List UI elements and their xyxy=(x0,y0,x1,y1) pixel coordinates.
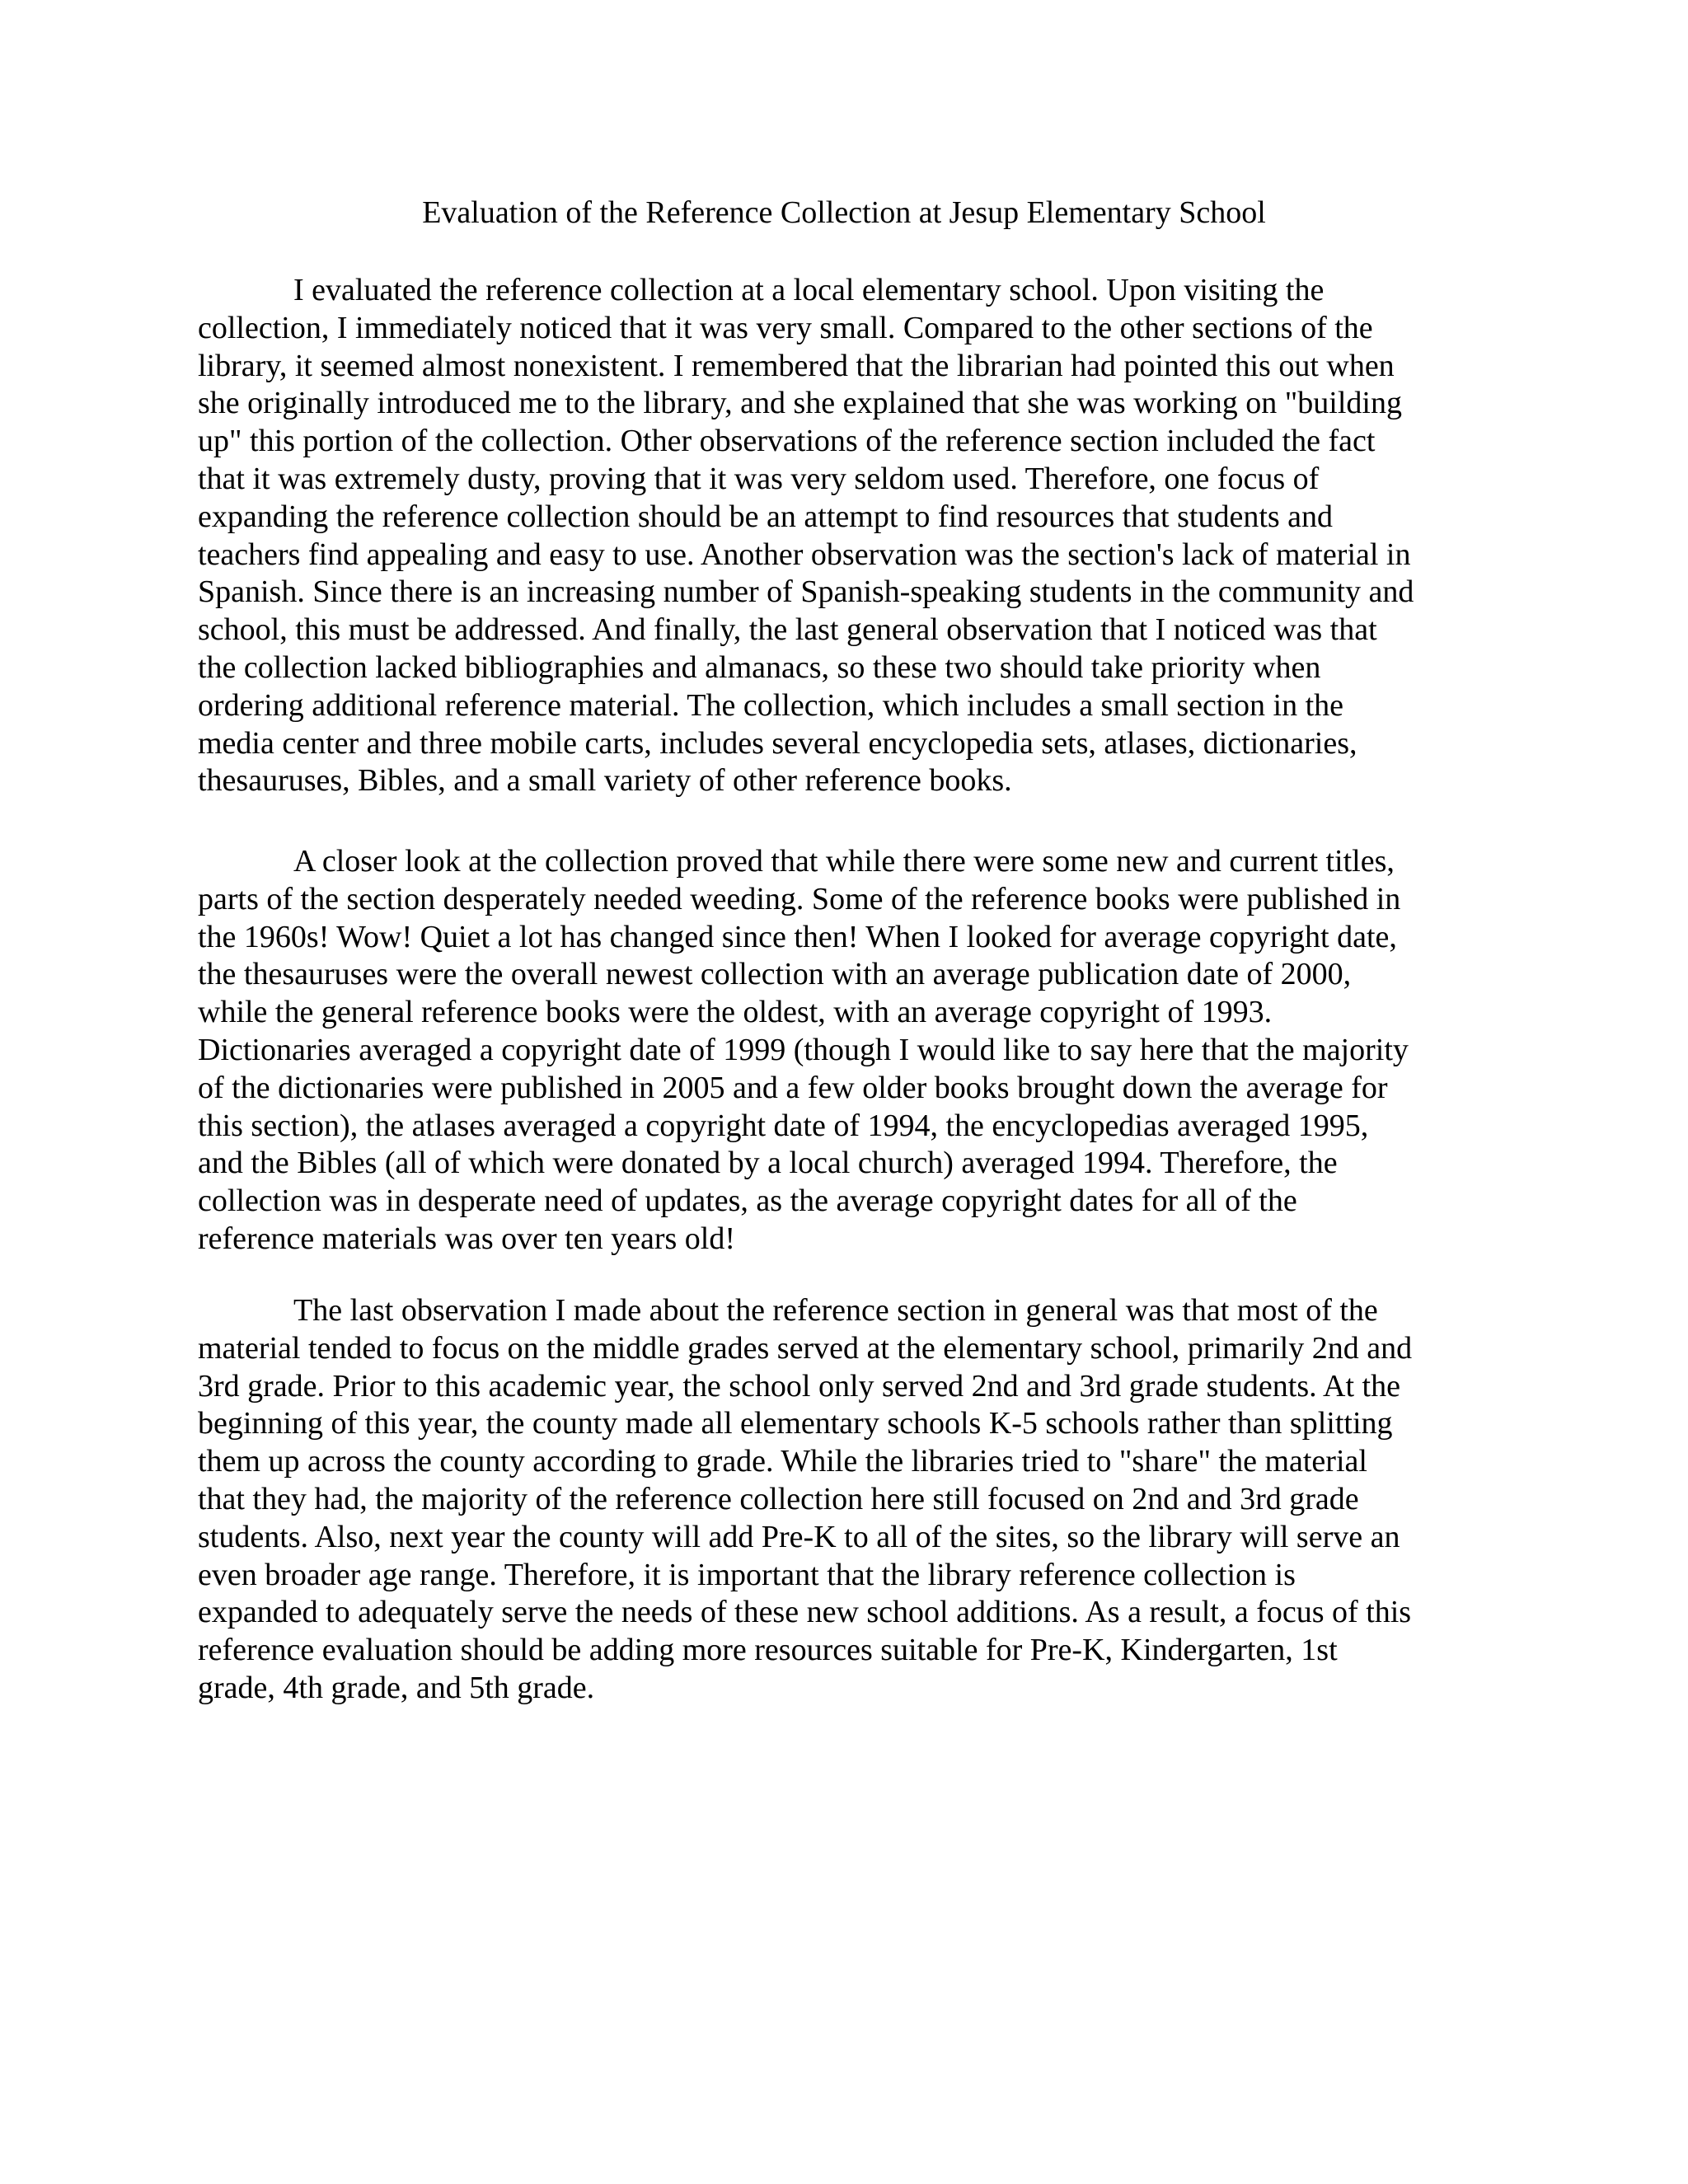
paragraph-line: thesauruses, Bibles, and a small variety of other reference books. xyxy=(198,763,1012,799)
paragraph-line: even broader age range. Therefore, it is important that the library reference collection is xyxy=(198,1557,1296,1592)
paragraph-line: school, this must be addressed. And finally, the last general observation that I noticed was that xyxy=(198,612,1377,648)
paragraph-line: she originally introduced me to the library, and she explained that she was working on "building xyxy=(198,386,1402,421)
paragraph-line: the thesauruses were the overall newest collection with an average publication date of 2000, xyxy=(198,957,1352,992)
paragraph-line: that they had, the majority of the reference collection here still focused on 2nd and 3rd grade xyxy=(198,1481,1359,1516)
paragraph-line: reference materials was over ten years old! xyxy=(198,1221,735,1256)
paragraph-line: The last observation I made about the reference section in general was that most of the xyxy=(293,1293,1378,1328)
paragraph-3 xyxy=(198,1292,1502,1708)
paragraph-line: media center and three mobile carts, includes several encyclopedia sets, atlases, dictionaries, xyxy=(198,725,1357,761)
paragraph-line: reference evaluation should be adding more resources suitable for Pre-K, Kindergarten, 1st xyxy=(198,1633,1338,1668)
paragraph-line: collection, I immediately noticed that it was very small. Compared to the other sections of the xyxy=(198,310,1373,345)
paragraph-line: expanded to adequately serve the needs of these new school additions. As a result, a focus of this xyxy=(198,1595,1412,1630)
paragraph-line: beginning of this year, the county made all elementary schools K-5 schools rather than splitting xyxy=(198,1406,1393,1441)
paragraph-line: and the Bibles (all of which were donated by a local church) averaged 1994. Therefore, the xyxy=(198,1146,1338,1181)
paragraph-line: while the general reference books were the oldest, with an average copyright of 1993. xyxy=(198,995,1273,1030)
paragraph-1 xyxy=(198,272,1502,800)
paragraph-line: 3rd grade. Prior to this academic year, the school only served 2nd and 3rd grade students. At the xyxy=(198,1368,1400,1404)
paragraph-line: A closer look at the collection proved that while there were some new and current titles, xyxy=(293,844,1395,879)
paragraph-line: grade, 4th grade, and 5th grade. xyxy=(198,1670,595,1705)
paragraph-line: students. Also, next year the county will add Pre-K to all of the sites, so the library will serve an xyxy=(198,1519,1400,1554)
document-title: Evaluation of the Reference Collection at Jesup Elementary School xyxy=(422,195,1266,230)
paragraph-line: material tended to focus on the middle grades served at the elementary school, primarily 2nd and xyxy=(198,1330,1413,1366)
paragraph-line: ordering additional reference material. The collection, which includes a small section in the xyxy=(198,687,1344,723)
paragraph-line: collection was in desperate need of updates, as the average copyright dates for all of the xyxy=(198,1183,1297,1219)
paragraph-line: of the dictionaries were published in 2005 and a few older books brought down the average for xyxy=(198,1070,1388,1105)
paragraph-line: them up across the county according to grade. While the libraries tried to "share" the material xyxy=(198,1444,1367,1479)
paragraph-line: that it was extremely dusty, proving that it was very seldom used. Therefore, one focus of xyxy=(198,461,1320,496)
paragraph-line: up" this portion of the collection. Other observations of the reference section included the fact xyxy=(198,424,1376,459)
paragraph-line: I evaluated the reference collection at a local elementary school. Upon visiting the xyxy=(293,273,1325,307)
paragraph-line: parts of the section desperately needed weeding. Some of the reference books were published in xyxy=(198,881,1401,916)
paragraph-line: teachers find appealing and easy to use. Another observation was the section's lack of material in xyxy=(198,537,1411,572)
paragraph-line: expanding the reference collection should be an attempt to find resources that students and xyxy=(198,499,1334,534)
paragraph-line: library, it seemed almost nonexistent. I remembered that the librarian had pointed this out when xyxy=(198,348,1395,383)
paragraph-line: Dictionaries averaged a copyright date of 1999 (though I would like to say here that the majority xyxy=(198,1032,1409,1067)
paragraph-2 xyxy=(198,843,1502,1258)
paragraph-line: this section), the atlases averaged a copyright date of 1994, the encyclopedias averaged 1995, xyxy=(198,1108,1369,1143)
paragraph-line: the 1960s! Wow! Quiet a lot has changed since then! When I looked for average copyright date, xyxy=(198,919,1397,954)
paragraph-line: Spanish. Since there is an increasing number of Spanish-speaking students in the community and xyxy=(198,574,1414,610)
paragraph-line: the collection lacked bibliographies and almanacs, so these two should take priority when xyxy=(198,649,1321,685)
